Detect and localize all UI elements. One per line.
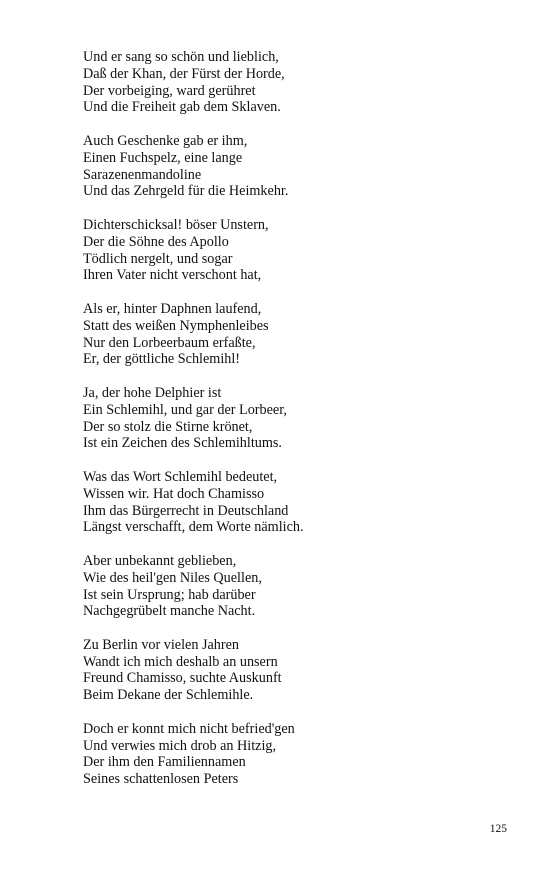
poem-line: Der vorbeiging, ward gerühret — [83, 82, 256, 99]
poem-line: Und er sang so schön und lieblich, — [83, 49, 279, 65]
poem-line: Dichterschicksal! böser Unstern, — [83, 216, 269, 233]
poem-line: Freund Chamisso, suchte Auskunft — [83, 670, 282, 687]
poem-line: Zu Berlin vor vielen Jahren — [83, 636, 240, 653]
poem-line: Längst verschafft, dem Worte nämlich. — [83, 519, 304, 536]
poem-line: Und die Freiheit gab dem Sklaven. — [83, 99, 281, 116]
poem-line: Wissen wir. Hat doch Chamisso — [83, 485, 265, 502]
poem-line: Er, der göttliche Schlemihl! — [83, 351, 241, 368]
poem-line: Aber unbekannt geblieben, — [83, 552, 237, 569]
stanza-1 — [83, 49, 513, 116]
poem-line: Der so stolz die Stirne krönet, — [83, 418, 253, 435]
stanza-4 — [83, 301, 513, 368]
poem-line: Und verwies mich drob an Hitzig, — [83, 737, 277, 754]
poem-line: Der die Söhne des Apollo — [83, 233, 229, 250]
stanza-7 — [83, 553, 513, 620]
stanza-6 — [83, 469, 513, 536]
stanza-5 — [83, 385, 513, 452]
poem-line: Ein Schlemihl, und gar der Lorbeer, — [83, 401, 287, 418]
poem-line: Ja, der hohe Delphier ist — [83, 384, 222, 401]
poem-line: Sarazenenmandoline — [83, 166, 202, 183]
poem-line: Und das Zehrgeld für die Heimkehr. — [83, 183, 289, 200]
poem-line: Ist sein Ursprung; hab darüber — [83, 586, 256, 603]
stanza-8 — [83, 637, 513, 704]
poem-line: Statt des weißen Nymphenleibes — [83, 317, 269, 334]
poem-line: Beim Dekane der Schlemihle. — [83, 687, 254, 704]
poem-line: Was das Wort Schlemihl bedeutet, — [83, 468, 278, 485]
poem-line: Ihren Vater nicht verschont hat, — [83, 267, 262, 284]
poem-line: Daß der Khan, der Fürst der Horde, — [83, 65, 285, 82]
poem-line: Ihm das Bürgerrecht in Deutschland — [83, 502, 289, 519]
poem-line: Doch er konnt mich nicht befried'gen — [83, 720, 295, 737]
poem-line: Einen Fuchspelz, eine lange — [83, 149, 243, 166]
poem-line: Auch Geschenke gab er ihm, — [83, 132, 248, 149]
poem-line: Seines schattenlosen Peters — [83, 771, 239, 788]
poem-line: Wie des heil'gen Niles Quellen, — [83, 569, 262, 586]
poem-line: Der ihm den Familiennamen — [83, 754, 246, 771]
page-number: 125 — [489, 823, 507, 835]
poem-line: Ist ein Zeichen des Schlemihltums. — [83, 435, 282, 452]
poem-line: Als er, hinter Daphnen laufend, — [83, 300, 262, 317]
poem-line: Nur den Lorbeerbaum erfaßte, — [83, 334, 256, 351]
poem-line: Nachgegrübelt manche Nacht. — [83, 603, 256, 620]
poem-text — [83, 49, 513, 805]
stanza-3 — [83, 217, 513, 284]
stanza-2 — [83, 133, 513, 200]
poem-line: Wandt ich mich deshalb an unsern — [83, 653, 278, 670]
poem-line: Tödlich nergelt, und sogar — [83, 250, 233, 267]
stanza-9 — [83, 721, 513, 788]
